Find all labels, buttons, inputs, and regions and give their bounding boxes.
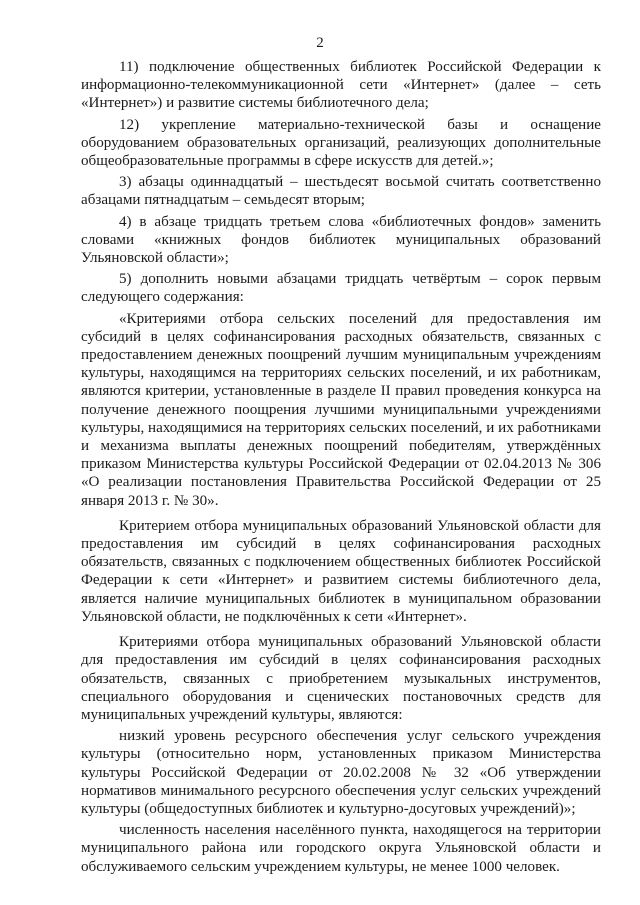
paragraph-item-12: 12) укрепление материально-технической базы и оснащение оборудованием образовательных организаций, реализующих дополнительные общеобразовательные программы в сфере искусств для детей.»;	[81, 116, 601, 170]
paragraph-criterion-low-resource: низкий уровень ресурсного обеспечения услуг сельского учреждения культуры (относительно норм, установленных приказом Министерства культуры Российской Федерации от 20.02.2008 № 32 «Об утверждении нормативов минимального ресурсного обеспечения услуг сельских учреждений культуры (общедоступных библиотек и культурно-досуговых учреждений)»;	[81, 728, 601, 817]
paragraph-amendment-3: 3) абзацы одиннадцатый – шестьдесят восьмой считать соответственно абзацами пятнадцатым – семьдесят вторым;	[81, 174, 601, 209]
paragraph-item-11: 11) подключение общественных библиотек Российской Федерации к информационно-телекоммуникационной сети «Интернет» (далее – сеть «Интернет») и развитие системы библиотечного дела;	[81, 59, 601, 112]
document-body	[81, 58, 601, 876]
page-number: 2	[316, 35, 324, 51]
paragraph-criteria-rural-settlements: «Критериями отбора сельских поселений для предоставления им субсидий в целях софинансирования расходных обязательств, связанных с предоставлением денежных поощрений лучшим муниципальным учреждениям культуры, находящимся на территориях сельских поселений, и их работникам, являются критерии, установленные в разделе II правил проведения конкурса на получение денежного поощрения лучшими муниципальными учреждениями культуры, находящимися на территориях сельских поселений, и их работниками и механизма выплаты денежных поощрений победителям, утверждённых приказом Министерства культуры Российской Федерации от 02.04.2013 № 306 «О реализации постановления Правительства Российской Федерации от 25 января 2013 г. № 30».	[81, 310, 601, 509]
paragraph-amendment-5: 5) дополнить новыми абзацами тридцать четвёртым – сорок первым следующего содержания:	[81, 271, 601, 306]
paragraph-criteria-instruments: Критериями отбора муниципальных образований Ульяновской области для предоставления им субсидий в целях софинансирования расходных обязательств, связанных с приобретением музыкальных инструментов, специального оборудования и сценических постановочных средств для муниципальных учреждений культуры, являются:	[81, 634, 601, 723]
paragraph-amendment-4: 4) в абзаце тридцать третьем слова «библиотечных фондов» заменить словами «книжных фондов библиотек муниципальных образований Ульяновской области»;	[81, 213, 601, 267]
paragraph-criterion-internet: Критерием отбора муниципальных образований Ульяновской области для предоставления им субсидий в целях софинансирования расходных обязательств, связанных с подключением общественных библиотек Российской Федерации к сети «Интернет» и развитием системы библиотечного дела, является наличие муниципальных библиотек в муниципальном образовании Ульяновской области, не подключённых к сети «Интернет».	[81, 517, 601, 625]
paragraph-criterion-population: численность населения населённого пункта, находящегося на территории муниципального района или городского округа Ульяновской области и обслуживаемого сельским учреждением культуры, не менее 1000 человек.	[81, 822, 601, 875]
